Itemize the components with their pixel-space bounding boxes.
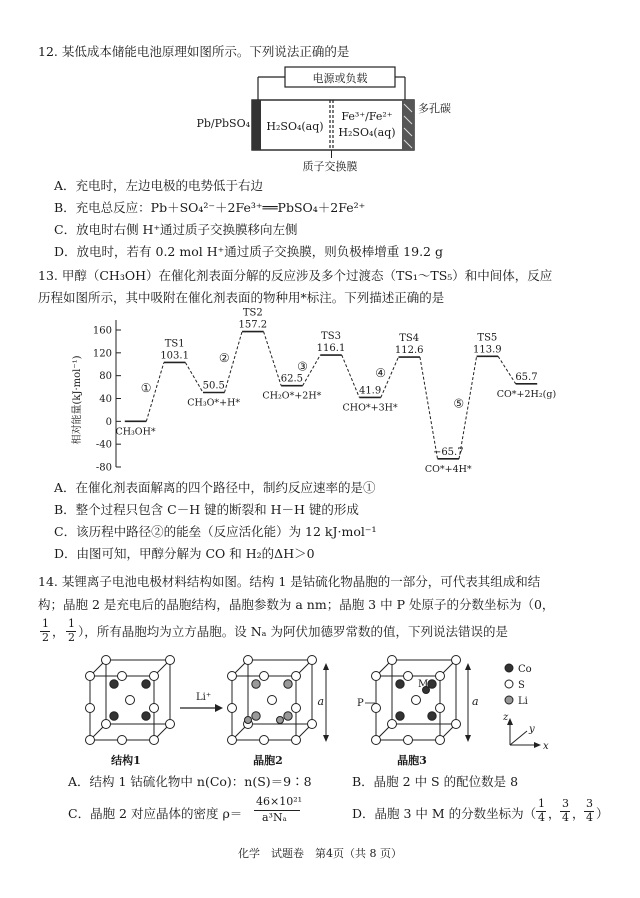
cell2-corner-s-atom <box>308 720 317 729</box>
y-tick-label: -40 <box>95 439 112 451</box>
legend-li: Li <box>518 696 528 707</box>
q13-stem-2: 历程如图所示，其中吸附在催化剂表面的物种用*标注。下列描述正确的是 <box>38 290 445 305</box>
q14-d-comma-2: ， <box>572 806 585 821</box>
ts-value-label: 157.2 <box>238 319 268 331</box>
y-tick-label: 0 <box>105 416 112 428</box>
intermediate-label: CH₃O*+H* <box>187 397 241 409</box>
right-solution-label-1: Fe³⁺/Fe²⁺ <box>341 110 393 123</box>
structure1-inner-atom <box>110 712 118 720</box>
page-footer: 化学 试题卷 第4页（共 8 页） <box>238 847 402 860</box>
cell2-edge-s-atom <box>260 736 269 745</box>
ts-label: TS4 <box>399 333 420 345</box>
q14-option-a: A．结构 1 钴硫化物中 n(Co)：n(S)＝9∶8 <box>68 774 312 789</box>
cell3-edge-s-atom <box>404 672 413 681</box>
cell3-edge-s-atom <box>372 704 381 713</box>
cell2-edge-s-atom <box>228 704 237 713</box>
cell3-corner-s-atom <box>372 672 381 681</box>
q12-option-d: D．放电时，若有 0.2 mol H⁺通过质子交换膜，则负极棒增重 19.2 g <box>54 244 443 259</box>
q14-comma: ， <box>52 624 65 639</box>
y-axis-label: 相对能量(kJ·mol⁻¹) <box>72 355 83 445</box>
structure1-inner-atom <box>142 712 150 720</box>
path-marker: ② <box>218 351 230 366</box>
cell2-corner-s-atom <box>244 656 253 665</box>
q14-frac-num-1: 1 <box>42 617 49 630</box>
cell3-corner-s-atom <box>388 720 397 729</box>
structure1-inner-atom <box>110 680 118 688</box>
intermediate-value-label: 50.5 <box>202 380 225 392</box>
axis-x: x <box>543 741 549 752</box>
structure1-corner-s-atom <box>86 736 95 745</box>
structure1-center-s-atom <box>126 696 135 705</box>
q14-stem-1: 14. 某锂离子电池电极材料结构如图。结构 1 是钴硫化物晶胞的一部分，可代表其组成和结 <box>38 574 541 589</box>
cell3-corner-s-atom <box>388 656 397 665</box>
path-marker: ③ <box>297 359 308 374</box>
q14-d-den-3: 4 <box>586 811 593 824</box>
structure1-corner-s-atom <box>102 656 111 665</box>
y-tick-label: 160 <box>92 325 112 337</box>
structure1-edge-s-atom <box>86 704 95 713</box>
ts-value-label: 116.1 <box>316 343 346 355</box>
y-tick-label: 40 <box>99 394 112 405</box>
q12-option-a: A．充电时，左边电极的电势低于右边 <box>54 178 264 193</box>
legend-s-swatch <box>505 680 513 688</box>
caption-cell3: 晶胞3 <box>397 754 427 767</box>
cell2-li-atom <box>245 717 252 724</box>
membrane-label: 质子交换膜 <box>302 160 358 173</box>
cell2-corner-s-atom <box>292 736 301 745</box>
q13-option-a: A．在催化剂表面解离的四个路径中，制约反应速率的是① <box>54 480 376 495</box>
cell2-inner-atom <box>252 680 260 688</box>
q12-option-c: C．放电时右侧 H⁺通过质子交换膜移向左侧 <box>54 222 298 237</box>
intermediate-value-label: −65.7 <box>432 446 464 458</box>
intermediate-value-label: 41.9 <box>358 385 382 397</box>
intermediate-label: CH₃OH* <box>115 426 156 438</box>
a-label-cell2: a <box>317 695 324 708</box>
left-solution-label: H₂SO₄(aq) <box>266 120 324 133</box>
q14-frac-den-1: 2 <box>42 631 49 644</box>
legend-li-swatch <box>505 696 513 704</box>
a-label-cell3: a <box>472 695 479 708</box>
q14-option-d: D．晶胞 3 中 M 的分数坐标为（ <box>352 806 537 821</box>
right-electrode-label: 多孔碳 <box>418 102 451 115</box>
p-label: P <box>357 698 364 709</box>
intermediate-value-label: 65.7 <box>515 371 538 383</box>
caption-structure1: 结构1 <box>111 754 141 767</box>
cell3-edge-s-atom <box>404 736 413 745</box>
y-tick-label: 80 <box>99 371 112 383</box>
y-tick-label: 120 <box>92 348 112 360</box>
path-marker: ⑤ <box>453 396 465 411</box>
q14-option-b: B．晶胞 2 中 S 的配位数是 8 <box>352 774 519 789</box>
cell3-inner-atom <box>396 680 404 688</box>
q12-stem: 12. 某低成本储能电池原理如图所示。下列说法正确的是 <box>38 44 350 59</box>
q14-stem-3: ），所有晶胞均为立方晶胞。设 Nₐ 为阿伏加德罗常数的值，下列说法错误的是 <box>78 624 508 639</box>
cell2-corner-s-atom <box>308 656 317 665</box>
legend-s: S <box>518 680 525 691</box>
cell2-inner-atom <box>252 712 260 720</box>
q14-frac-num-2: 1 <box>68 617 75 630</box>
structure1-corner-s-atom <box>166 720 175 729</box>
path-marker: ④ <box>375 366 387 381</box>
legend-co: Co <box>518 664 532 675</box>
intermediate-label: CHO*+3H* <box>342 402 398 414</box>
cell3-corner-s-atom <box>436 736 445 745</box>
path-marker: ① <box>140 380 152 395</box>
structure1-corner-s-atom <box>166 656 175 665</box>
ts-label: TS3 <box>321 331 341 343</box>
intermediate-label: CO*+4H* <box>424 463 472 475</box>
q13-stem-1: 13. 甲醇（CH₃OH）在催化剂表面分解的反应涉及多个过渡态（TS₁～TS₅）和中间体，反应 <box>38 268 553 283</box>
intermediate-label: CH₂O*+2H* <box>262 390 322 402</box>
y-tick-label: -80 <box>95 462 112 474</box>
q14-frac-den-2: 2 <box>68 631 75 644</box>
ts-value-label: 103.1 <box>160 350 189 362</box>
left-electrode-label: Pb/PbSO₄ <box>196 117 250 130</box>
q13-option-c: C．该历程中路径②的能垒（反应活化能）为 12 kJ·mol⁻¹ <box>54 524 377 539</box>
q14-d-comma-1: ， <box>548 806 561 821</box>
structure1-corner-s-atom <box>150 736 159 745</box>
q13-option-b: B．整个过程只包含 C－H 键的断裂和 H－H 键的形成 <box>54 502 359 517</box>
m-label: M <box>418 679 429 690</box>
load-label: 电源或负载 <box>312 72 368 85</box>
cell3-inner-atom <box>396 712 404 720</box>
q14-d-num-1: 1 <box>538 797 545 810</box>
cell3-inner-atom <box>428 712 436 720</box>
ts-label: TS2 <box>242 307 263 319</box>
q14-stem-2: 构；晶胞 2 是充电后的晶胞结构，晶胞参数为 a nm；晶胞 3 中 P 处原子的分数坐标为（0， <box>38 597 555 612</box>
cell3-inner-atom <box>428 680 436 688</box>
ts-value-label: 113.9 <box>473 344 502 356</box>
q14-d-num-2: 3 <box>562 797 569 810</box>
cell3-corner-s-atom <box>452 720 461 729</box>
ts-value-label: 112.6 <box>394 345 424 357</box>
cell3-corner-s-atom <box>372 736 381 745</box>
structure1-edge-s-atom <box>118 736 127 745</box>
structure1-corner-s-atom <box>86 672 95 681</box>
structure1-inner-atom <box>142 680 150 688</box>
q13-option-d: D．由图可知，甲醇分解为 CO 和 H₂的ΔH＞0 <box>54 546 315 561</box>
cell2-corner-s-atom <box>292 672 301 681</box>
cell2-li-atom <box>277 717 284 724</box>
li-arrow-label: Li⁺ <box>196 692 212 703</box>
cell3-corner-s-atom <box>436 672 445 681</box>
cell2-center-s-atom <box>268 696 277 705</box>
cell3-corner-s-atom <box>452 656 461 665</box>
ts-label: TS5 <box>477 332 498 344</box>
q14-c-denominator: a³Nₐ <box>262 811 287 824</box>
q14-d-close: ） <box>596 806 609 821</box>
intermediate-value-label: 62.5 <box>280 373 304 385</box>
axis-y: y <box>529 724 535 735</box>
cell2-edge-s-atom <box>292 704 301 713</box>
q14-c-numerator: 46×10²¹ <box>256 795 303 808</box>
structure1-corner-s-atom <box>102 720 111 729</box>
cell3-edge-s-atom <box>436 704 445 713</box>
right-solution-label-2: H₂SO₄(aq) <box>338 126 396 139</box>
q14-option-c: C．晶胞 2 对应晶体的密度 ρ＝ <box>68 806 243 821</box>
intermediate-label: CO*+2H₂(g) <box>496 388 557 400</box>
caption-cell2: 晶胞2 <box>253 754 283 767</box>
q14-d-num-3: 3 <box>586 797 593 810</box>
cell2-corner-s-atom <box>228 672 237 681</box>
cell2-edge-s-atom <box>260 672 269 681</box>
cell2-corner-s-atom <box>228 736 237 745</box>
ts-label: TS1 <box>164 338 185 350</box>
legend-co-swatch <box>505 664 513 672</box>
cell3-center-s-atom <box>412 696 421 705</box>
q14-d-den-1: 4 <box>538 811 545 824</box>
structure1-edge-s-atom <box>150 704 159 713</box>
q12-option-b: B．充电总反应：Pb＋SO₄²⁻＋2Fe³⁺══PbSO₄＋2Fe²⁺ <box>54 200 366 215</box>
cell2-inner-atom <box>284 712 292 720</box>
q14-d-den-2: 4 <box>562 811 569 824</box>
structure1-edge-s-atom <box>118 672 127 681</box>
cell2-inner-atom <box>284 680 292 688</box>
structure1-corner-s-atom <box>150 672 159 681</box>
axis-z: z <box>503 712 509 723</box>
